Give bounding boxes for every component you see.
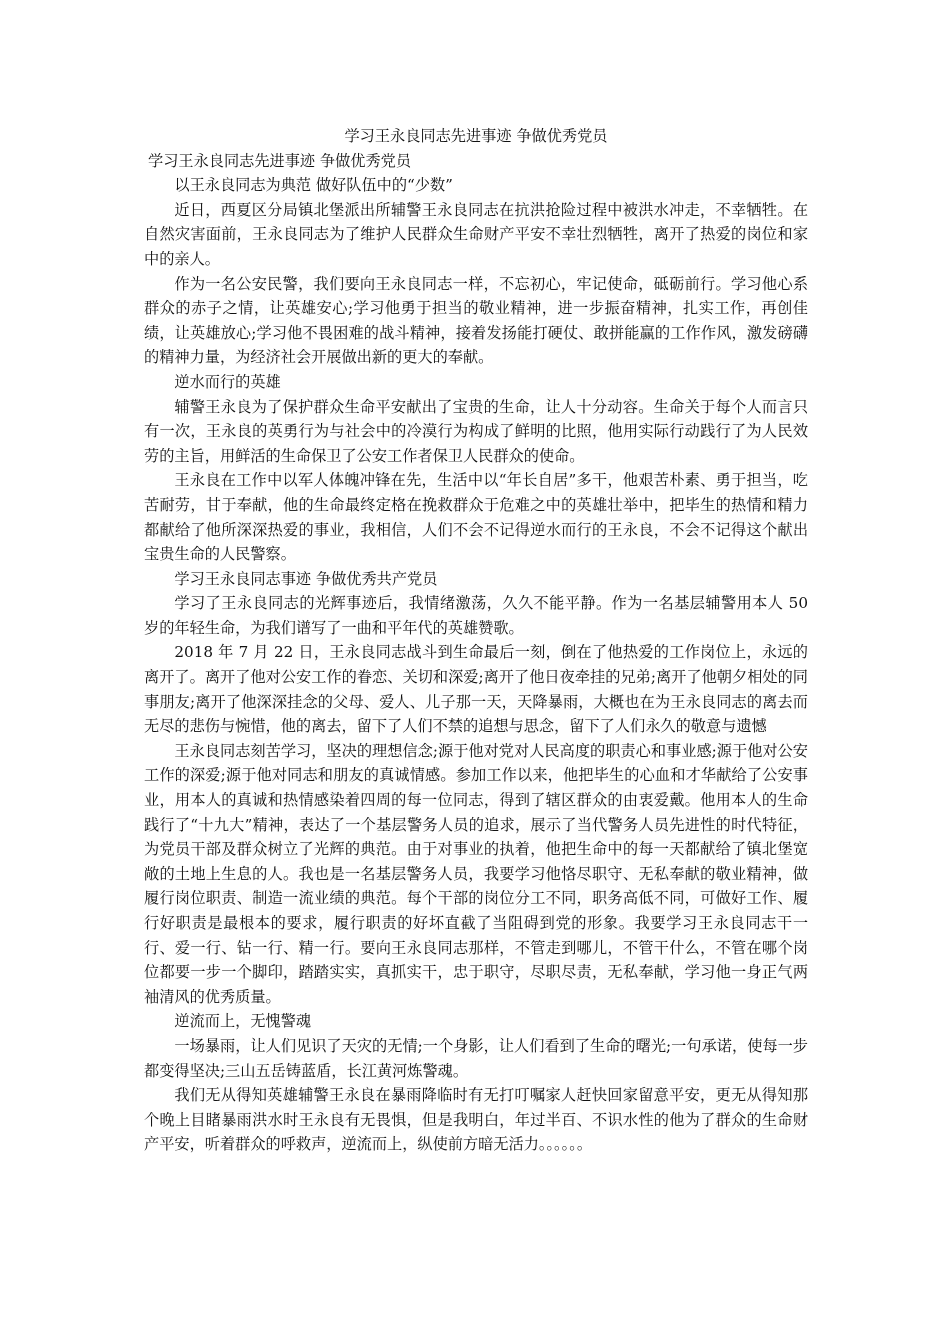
document-title: 学习王永良同志先进事迹 争做优秀党员 bbox=[344, 127, 608, 145]
paragraph: 辅警王永良为了保护群众生命平安献出了宝贵的生命，让人十分动容。生命关于每个人而言只有一次，王永良的英勇行为与社会中的冷漠行为构成了鲜明的比照，他用实际行动践行了为人民效劳的主旨，用鲜活的生命保卫了公安工作者保卫人民群众的使命。 bbox=[144, 397, 808, 465]
section-heading: 逆流而上，无愧警魂 bbox=[174, 1012, 312, 1031]
section-heading: 以王永良同志为典范 做好队伍中的“少数” bbox=[174, 176, 453, 195]
paragraph: 2018 年 7 月 22 日，王永良同志战斗到生命最后一刻，倒在了他热爱的工作岗位上，永远的离开了。离开了他对公安工作的眷恋、关切和深爱;离开了他日夜牵挂的兄弟;离开了他朝夕相处的同事朋友;离开了他深深挂念的父母、爱人、儿子那一天，天降暴雨，大概也在为王永良同志的离去而无尽的悲伤与惋惜，他的离去，留下了人们不禁的追想与思念，留下了人们永久的敬意与遗憾 bbox=[144, 643, 808, 736]
paragraph: 王永良在工作中以军人体魄冲锋在先，生活中以“年长自居”多干，他艰苦朴素、勇于担当，吃苦耐劳，甘于奉献，他的生命最终定格在挽救群众于危难之中的英雄壮举中，把毕生的热情和精力都献给了他所深深热爱的事业，我相信，人们不会不记得逆水而行的王永良，不会不记得这个献出宝贵生命的人民警察。 bbox=[144, 471, 808, 564]
section-2 bbox=[144, 370, 808, 567]
document-subtitle: 学习王永良同志先进事迹 争做优秀党员 bbox=[148, 151, 412, 170]
section-3 bbox=[144, 567, 808, 1010]
section-heading: 逆水而行的英雄 bbox=[174, 372, 281, 391]
paragraph: 王永良同志刻苦学习，坚决的理想信念;源于他对党对人民高度的职责心和事业感;源于他对公安工作的深爱;源于他对同志和朋友的真诚情感。参加工作以来，他把毕生的心血和才华献给了公安事业，用本人的真诚和热情感染着四周的每一位同志，得到了辖区群众的由衷爱戴。他用本人的生命践行了“十九大”精神，表达了一个基层警务人员的追求，展示了当代警务人员先进性的时代特征，为党员干部及群众树立了光辉的典范。由于对事业的执着，他把生命中的每一天都献给了镇北堡宽敞的土地上生息的人。我也是一名基层警务人员，我要学习他恪尽职守、无私奉献的敬业精神，做履行岗位职责、制造一流业绩的典范。每个干部的岗位分工不同，职务高低不同，可做好工作、履行好职责是最根本的要求，履行职责的好坏直截了当阻碍到党的形象。我要学习王永良同志干一行、爱一行、钻一行、精一行。要向王永良同志那样，不管走到哪儿，不管干什么，不管在哪个岗位都要一步一个脚印，踏踏实实，真抓实干，忠于职守，尽职尽责，无私奉献，学习他一身正气两袖清风的优秀质量。 bbox=[144, 741, 808, 1006]
paragraph: 我们无从得知英雄辅警王永良在暴雨降临时有无打叮嘱家人赶快回家留意平安，更无从得知那个晚上目睹暴雨洪水时王永良有无畏惧，但是我明白，年过半百、不识水性的他为了群众的生命财产平安，听着群众的呼救声，逆流而上，纵使前方暗无活力。。。。。。 bbox=[144, 1086, 808, 1154]
paragraph: 一场暴雨，让人们见识了天灾的无情;一个身影，让人们看到了生命的曙光;一句承诺，使每一步都变得坚决;三山五岳铸蓝盾，长江黄河炼警魂。 bbox=[144, 1036, 808, 1080]
section-heading: 学习王永良同志事迹 争做优秀共产党员 bbox=[174, 569, 438, 588]
document-body bbox=[144, 120, 808, 1157]
paragraph: 作为一名公安民警，我们要向王永良同志一样，不忘初心，牢记使命，砥砺前行。学习他心系群众的赤子之情，让英雄安心;学习他勇于担当的敬业精神，进一步振奋精神，扎实工作，再创佳绩，让英雄放心;学习他不畏困难的战斗精神，接着发扬能打硬仗、敢拼能赢的工作作风，激发磅礴的精神力量，为经济社会开展做出新的更大的奉献。 bbox=[144, 274, 808, 367]
section-4 bbox=[144, 1009, 808, 1157]
section-1 bbox=[144, 173, 808, 370]
paragraph: 学习了王永良同志的光辉事迹后，我情绪激荡，久久不能平静。作为一名基层辅警用本人 50 岁的年轻生命，为我们谱写了一曲和平年代的英雄赞歌。 bbox=[144, 594, 808, 637]
paragraph: 近日，西夏区分局镇北堡派出所辅警王永良同志在抗洪抢险过程中被洪水冲走，不幸牺牲。在自然灾害面前，王永良同志为了维护人民群众生命财产平安不幸壮烈牺牲，离开了热爱的岗位和家中的亲人。 bbox=[144, 200, 808, 268]
